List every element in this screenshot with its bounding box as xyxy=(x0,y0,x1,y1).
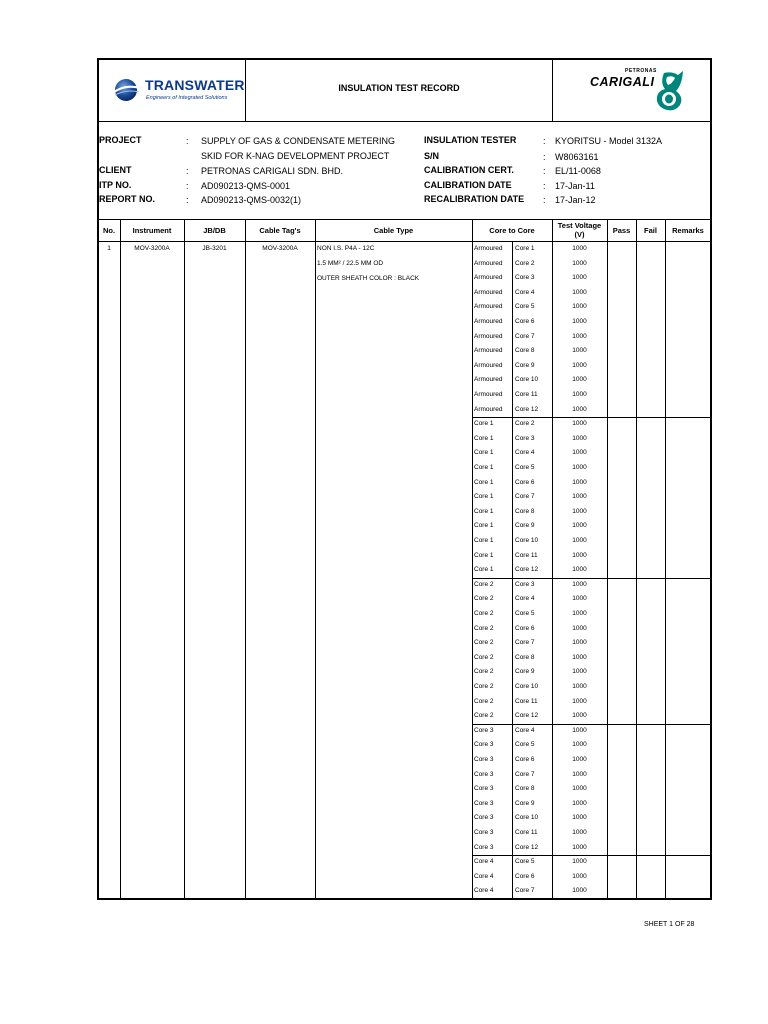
col-header-core-to-core: Core to Core xyxy=(489,226,535,235)
core-from: Armoured xyxy=(474,347,503,355)
entry-cable-tag: MOV-3200A xyxy=(262,245,298,252)
cal-cert-colon: : xyxy=(543,166,546,176)
col-header-remarks: Remarks xyxy=(672,226,704,235)
core-from: Core 2 xyxy=(474,610,494,617)
core-to: Core 7 xyxy=(515,332,535,340)
test-voltage-value: 1000 xyxy=(572,259,587,267)
core-from: Core 1 xyxy=(474,493,494,501)
core-from: Core 2 xyxy=(474,697,494,705)
entry-jbdb: JB-3201 xyxy=(202,245,227,252)
carigali-logo xyxy=(590,66,710,118)
header-divider-right xyxy=(552,59,553,121)
test-voltage-value: 1000 xyxy=(572,624,587,632)
col-header-test-voltage-line2: (V) xyxy=(574,230,585,239)
core-from: Armoured xyxy=(474,376,503,384)
core-to: Core 4 xyxy=(515,288,535,296)
core-from: Core 1 xyxy=(474,507,494,515)
core-to: Core 6 xyxy=(515,318,535,325)
test-voltage-value: 1000 xyxy=(572,245,587,252)
carigali-wordmark: CARIGALI xyxy=(590,75,655,89)
cal-date-colon: : xyxy=(543,181,546,191)
test-voltage-value: 1000 xyxy=(572,405,587,413)
table-header-bottom-line xyxy=(98,241,711,242)
col-divider-voltage xyxy=(607,219,608,899)
test-voltage-value: 1000 xyxy=(572,814,587,822)
core-to: Core 7 xyxy=(515,770,535,778)
core-to: Core 12 xyxy=(515,566,539,574)
test-voltage-value: 1000 xyxy=(572,303,587,311)
core-to: Core 2 xyxy=(515,420,535,428)
test-voltage-value: 1000 xyxy=(572,829,587,836)
test-voltage-value: 1000 xyxy=(572,756,587,763)
itp-value: AD090213-QMS-0001 xyxy=(201,181,291,191)
test-voltage-value: 1000 xyxy=(572,858,587,866)
sn-value: W8063161 xyxy=(555,152,599,162)
core-to: Core 9 xyxy=(515,668,535,676)
core-to: Core 7 xyxy=(515,493,535,501)
core-from: Core 1 xyxy=(474,434,494,442)
report-colon: : xyxy=(186,195,189,205)
col-header-pass: Pass xyxy=(612,226,631,235)
test-voltage-value: 1000 xyxy=(572,668,587,676)
core-to: Core 11 xyxy=(515,697,538,705)
test-voltage-value: 1000 xyxy=(572,770,587,778)
core-to: Core 12 xyxy=(515,843,539,851)
test-voltage-value: 1000 xyxy=(572,507,587,515)
core-from: Core 2 xyxy=(474,580,494,588)
core-from: Core 1 xyxy=(474,449,494,457)
test-voltage-value: 1000 xyxy=(572,551,587,559)
col-divider-jbdb xyxy=(245,219,246,899)
petronas-wordmark: PETRONAS xyxy=(625,68,657,74)
col-divider-cabletag xyxy=(315,219,316,899)
test-voltage-value: 1000 xyxy=(572,274,587,282)
core-to: Core 8 xyxy=(515,507,535,515)
core-from: Armoured xyxy=(474,274,503,282)
test-voltage-value: 1000 xyxy=(572,887,587,895)
core-to: Core 5 xyxy=(515,858,535,866)
core-from: Armoured xyxy=(474,288,503,296)
core-to: Core 9 xyxy=(515,522,535,530)
core-to: Core 11 xyxy=(515,551,538,559)
core-from: Core 4 xyxy=(474,858,494,866)
core-to: Core 1 xyxy=(515,245,535,252)
core-to: Core 8 xyxy=(515,347,535,355)
test-voltage-value: 1000 xyxy=(572,361,587,369)
core-to: Core 4 xyxy=(515,726,535,734)
core-from: Core 1 xyxy=(474,522,494,530)
test-voltage-value: 1000 xyxy=(572,449,587,457)
core-from: Core 2 xyxy=(474,624,494,632)
col-divider-fail xyxy=(665,219,666,899)
test-voltage-value: 1000 xyxy=(572,537,587,544)
entry-cable-type-line3: OUTER SHEATH COLOR : BLACK xyxy=(317,275,420,282)
core-to: Core 5 xyxy=(515,610,535,617)
entry-no: 1 xyxy=(107,245,111,252)
core-to: Core 8 xyxy=(515,785,535,793)
header-bottom-line xyxy=(98,121,711,122)
core-from: Core 3 xyxy=(474,756,494,763)
core-from: Armoured xyxy=(474,405,503,413)
core-from: Core 3 xyxy=(474,814,494,822)
test-voltage-value: 1000 xyxy=(572,332,587,340)
entry-instrument: MOV-3200A xyxy=(134,245,170,252)
core-from: Core 3 xyxy=(474,741,494,749)
core-to: Core 5 xyxy=(515,741,535,749)
test-voltage-value: 1000 xyxy=(572,639,587,647)
test-voltage-value: 1000 xyxy=(572,712,587,720)
core-to: Core 10 xyxy=(515,814,539,822)
col-header-fail: Fail xyxy=(644,226,657,235)
core-to: Core 11 xyxy=(515,829,538,836)
test-voltage-value: 1000 xyxy=(572,799,587,807)
company-tagline: Engineers of Integrated Solutions xyxy=(146,95,228,101)
col-divider-cabletype xyxy=(472,219,473,899)
core-from: Armoured xyxy=(474,259,503,267)
core-from: Core 2 xyxy=(474,712,494,720)
col-header-cable-type: Cable Type xyxy=(373,226,414,235)
test-voltage-value: 1000 xyxy=(572,697,587,705)
test-voltage-value: 1000 xyxy=(572,872,587,880)
client-label: CLIENT xyxy=(99,165,132,175)
test-voltage-value: 1000 xyxy=(572,478,587,486)
recal-label: RECALIBRATION DATE xyxy=(424,194,525,204)
cal-cert-value: EL/11-0068 xyxy=(555,166,601,176)
recal-colon: : xyxy=(543,195,546,205)
client-value: PETRONAS CARIGALI SDN. BHD. xyxy=(201,166,344,176)
col-header-test-voltage xyxy=(552,221,607,239)
core-from: Armoured xyxy=(474,318,503,325)
core-to: Core 4 xyxy=(515,595,535,603)
core-from: Core 2 xyxy=(474,653,494,661)
core-from: Core 1 xyxy=(474,537,494,544)
record-frame xyxy=(97,58,712,900)
core-to: Core 11 xyxy=(515,391,538,398)
core-from: Armoured xyxy=(474,391,503,398)
core-to: Core 3 xyxy=(515,274,535,282)
test-voltage-value: 1000 xyxy=(572,347,587,355)
core-to: Core 7 xyxy=(515,887,535,895)
table-top-line xyxy=(98,219,711,220)
test-voltage-value: 1000 xyxy=(572,434,587,442)
project-value-line2: SKID FOR K-NAG DEVELOPMENT PROJECT xyxy=(201,151,390,161)
itp-label: ITP NO. xyxy=(99,180,132,190)
core-from: Core 3 xyxy=(474,799,494,807)
core-from: Core 3 xyxy=(474,770,494,778)
col-divider-core-mid xyxy=(512,241,513,899)
tester-colon: : xyxy=(543,136,546,146)
core-to: Core 5 xyxy=(515,464,535,471)
recal-value: 17-Jan-12 xyxy=(555,195,596,205)
cal-date-label: CALIBRATION DATE xyxy=(424,180,512,190)
col-header-cable-tag: Cable Tag's xyxy=(259,226,301,235)
core-from: Armoured xyxy=(474,303,503,311)
tester-label: INSULATION TESTER xyxy=(424,135,517,145)
core-to: Core 3 xyxy=(515,580,535,588)
test-voltage-value: 1000 xyxy=(572,595,587,603)
col-header-jbdb: JB/DB xyxy=(203,226,226,235)
test-voltage-value: 1000 xyxy=(572,653,587,661)
test-voltage-value: 1000 xyxy=(572,741,587,749)
entry-cable-type-line2: 1.5 MM² / 22.5 MM OD xyxy=(317,260,384,267)
core-from: Core 3 xyxy=(474,829,494,836)
test-voltage-value: 1000 xyxy=(572,566,587,574)
core-from: Armoured xyxy=(474,361,503,369)
entry-cable-type-line1: NON I.S. P4A - 12C xyxy=(317,245,375,252)
core-to: Core 10 xyxy=(515,683,539,690)
test-voltage-value: 1000 xyxy=(572,318,587,325)
core-from: Core 2 xyxy=(474,595,494,603)
cal-cert-label: CALIBRATION CERT. xyxy=(424,165,514,175)
transwater-globe-icon xyxy=(112,75,142,105)
transwater-logo xyxy=(112,73,245,107)
tester-value: KYORITSU - Model 3132A xyxy=(555,136,663,146)
core-from: Core 1 xyxy=(474,464,494,471)
core-to: Core 2 xyxy=(515,259,535,267)
test-voltage-value: 1000 xyxy=(572,843,587,851)
cal-date-value: 17-Jan-11 xyxy=(555,181,595,191)
core-from: Core 2 xyxy=(474,639,494,647)
project-label: PROJECT xyxy=(99,135,142,145)
col-divider-pass xyxy=(636,219,637,899)
core-to: Core 6 xyxy=(515,756,535,763)
report-value: AD090213-QMS-0032(1) xyxy=(201,195,302,205)
core-to: Core 5 xyxy=(515,303,535,311)
sn-label: S/N xyxy=(424,151,440,161)
core-from: Core 2 xyxy=(474,668,494,676)
test-voltage-value: 1000 xyxy=(572,580,587,588)
test-voltage-value: 1000 xyxy=(572,610,587,617)
sn-colon: : xyxy=(543,152,546,162)
core-from: Core 4 xyxy=(474,872,494,880)
col-header-no: No. xyxy=(102,226,116,235)
core-to: Core 9 xyxy=(515,361,535,369)
test-voltage-value: 1000 xyxy=(572,785,587,793)
core-to: Core 4 xyxy=(515,449,535,457)
col-divider-core xyxy=(552,219,553,899)
company-name: TRANSWATER xyxy=(145,77,245,93)
col-divider-no xyxy=(120,219,121,899)
test-voltage-value: 1000 xyxy=(572,683,587,690)
core-from: Core 3 xyxy=(474,785,494,793)
core-to: Core 12 xyxy=(515,712,539,720)
core-to: Core 10 xyxy=(515,376,539,384)
core-to: Core 10 xyxy=(515,537,539,544)
core-from: Core 2 xyxy=(474,683,494,690)
test-voltage-value: 1000 xyxy=(572,493,587,501)
core-from: Core 1 xyxy=(474,420,494,428)
core-to: Core 8 xyxy=(515,653,535,661)
itp-colon: : xyxy=(186,181,189,191)
core-from: Core 4 xyxy=(474,887,494,895)
col-divider-instrument xyxy=(184,219,185,899)
test-voltage-value: 1000 xyxy=(572,420,587,428)
core-to: Core 7 xyxy=(515,639,535,647)
core-to: Core 6 xyxy=(515,872,535,880)
project-value-line1: SUPPLY OF GAS & CONDENSATE METERING xyxy=(201,136,396,146)
core-from: Armoured xyxy=(474,245,503,252)
project-colon: : xyxy=(186,136,189,146)
client-colon: : xyxy=(186,166,189,176)
page-title: INSULATION TEST RECORD xyxy=(338,83,460,93)
test-voltage-value: 1000 xyxy=(572,464,587,471)
core-from: Core 3 xyxy=(474,726,494,734)
test-voltage-value: 1000 xyxy=(572,288,587,296)
core-to: Core 3 xyxy=(515,434,535,442)
core-from: Core 1 xyxy=(474,551,494,559)
sheet-number: SHEET 1 OF 28 xyxy=(644,921,695,928)
col-header-instrument: Instrument xyxy=(132,226,172,235)
core-to: Core 12 xyxy=(515,405,539,413)
petronas-emblem-icon xyxy=(652,69,688,113)
core-to: Core 6 xyxy=(515,478,535,486)
core-to: Core 6 xyxy=(515,624,535,632)
test-voltage-value: 1000 xyxy=(572,726,587,734)
report-label: REPORT NO. xyxy=(99,194,156,204)
core-from: Core 3 xyxy=(474,843,494,851)
test-voltage-value: 1000 xyxy=(572,376,587,384)
core-to: Core 9 xyxy=(515,799,535,807)
core-from: Core 1 xyxy=(474,566,494,574)
core-from: Armoured xyxy=(474,332,503,340)
col-header-test-voltage-line1: Test Voltage xyxy=(557,221,602,230)
core-from: Core 1 xyxy=(474,478,494,486)
test-voltage-value: 1000 xyxy=(572,522,587,530)
test-voltage-value: 1000 xyxy=(572,391,587,398)
